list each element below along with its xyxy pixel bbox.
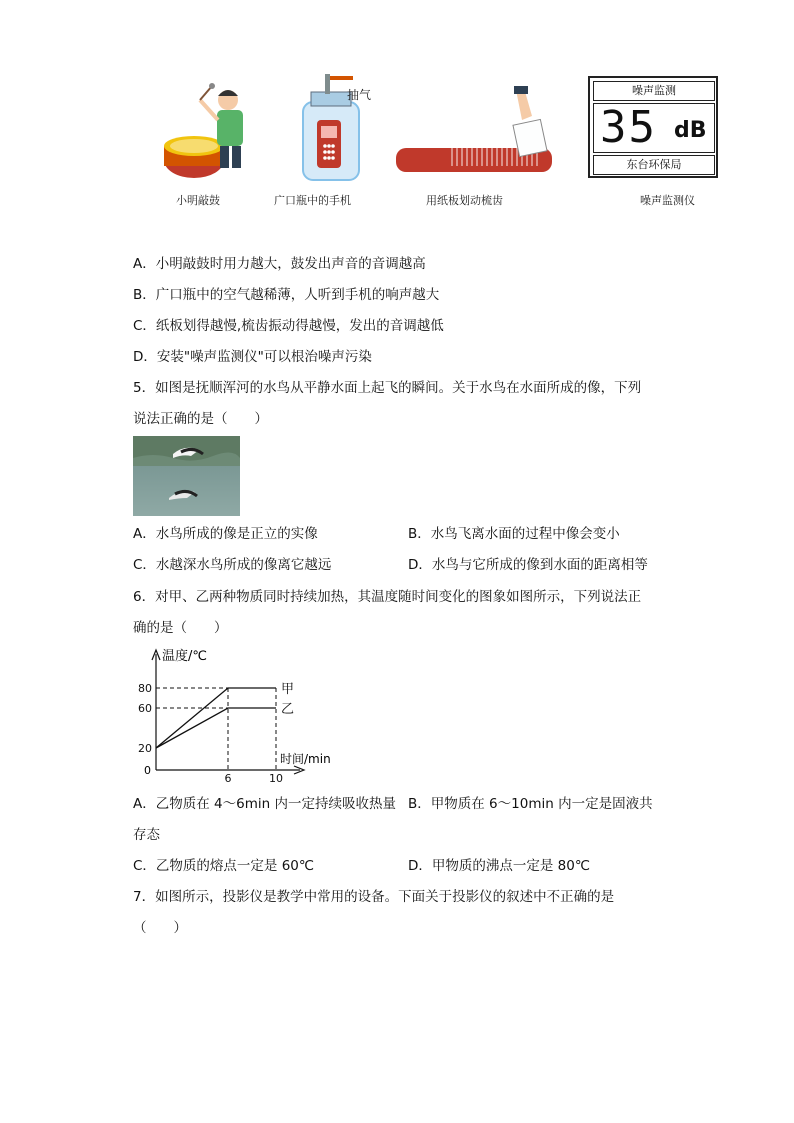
q4-option-b: B．广口瓶中的空气越稀薄，人听到手机的响声越大 <box>133 287 440 303</box>
figure-row <box>150 72 730 212</box>
monitor-unit: dB <box>674 118 707 143</box>
q4-option-c: C．纸板划得越慢,梳齿振动得越慢，发出的音调越低 <box>133 318 444 334</box>
q6-option-a: A．乙物质在 4～6min 内一定持续吸收热量 <box>133 796 396 812</box>
monitor-footer: 东台环保局 <box>593 155 715 175</box>
q6-stem-line2: 确的是（ ） <box>133 620 228 636</box>
chart-ylabel: 温度/℃ <box>162 649 207 664</box>
q5-stem-line2: 说法正确的是（ ） <box>133 411 268 427</box>
chart-xlabel: 时间/min <box>280 752 331 766</box>
caption-drum: 小明敲鼓 <box>176 194 220 207</box>
q6-option-b-cont: 存态 <box>133 827 160 843</box>
q7-stem-line2: （ ） <box>133 920 187 936</box>
q5-option-d: D．水鸟与它所成的像到水面的距离相等 <box>408 557 648 573</box>
caption-monitor: 噪声监测仪 <box>640 194 695 207</box>
q5-stem-line1: 5．如图是抚顺浑河的水鸟从平静水面上起飞的瞬间。关于水鸟在水面所成的像，下列 <box>133 380 642 396</box>
q5-option-a: A．水鸟所成的像是正立的实像 <box>133 526 318 542</box>
monitor-reading: 35 <box>600 102 657 153</box>
caption-jar: 广口瓶中的手机 <box>274 194 351 207</box>
y-tick-60: 60 <box>138 702 152 715</box>
caption-comb: 用纸板划动梳齿 <box>426 194 503 207</box>
chart-origin: 0 <box>144 764 151 777</box>
monitor-display <box>593 103 715 153</box>
q4-option-a: A．小明敲鼓时用力越大，鼓发出声音的音调越高 <box>133 256 426 272</box>
pump-label: 抽气 <box>347 88 372 102</box>
q6-stem-line1: 6．对甲、乙两种物质同时持续加热，其温度随时间变化的图象如图所示，下列说法正 <box>133 589 642 605</box>
q7-stem-line1: 7．如图所示，投影仪是教学中常用的设备。下面关于投影仪的叙述中不正确的是 <box>133 889 615 905</box>
series-label-1: 乙 <box>281 702 295 717</box>
q5-option-c: C．水越深水鸟所成的像离它越远 <box>133 557 332 573</box>
q4-option-d: D．安装"噪声监测仪"可以根治噪声污染 <box>133 349 372 365</box>
y-tick-20: 20 <box>138 742 152 755</box>
q5-option-b: B．水鸟飞离水面的过程中像会变小 <box>408 526 620 542</box>
temperature-time-chart <box>128 644 348 786</box>
drum-boy-illustration <box>162 80 252 190</box>
q6-option-c: C．乙物质的熔点一定是 60℃ <box>133 858 315 874</box>
series-label-0: 甲 <box>281 682 295 697</box>
series-line-1 <box>156 708 276 748</box>
series-line-0 <box>156 688 276 748</box>
monitor-title: 噪声监测 <box>593 81 715 101</box>
water-bird-photo <box>133 436 240 516</box>
y-tick-80: 80 <box>138 682 152 695</box>
noise-monitor <box>588 76 718 178</box>
x-tick-10: 10 <box>269 772 283 785</box>
q6-option-b: B．甲物质在 6～10min 内一定是固液共 <box>408 796 653 812</box>
q6-option-d: D．甲物质的沸点一定是 80℃ <box>408 858 591 874</box>
x-tick-6: 6 <box>224 772 232 785</box>
comb-card-illustration <box>394 86 564 182</box>
